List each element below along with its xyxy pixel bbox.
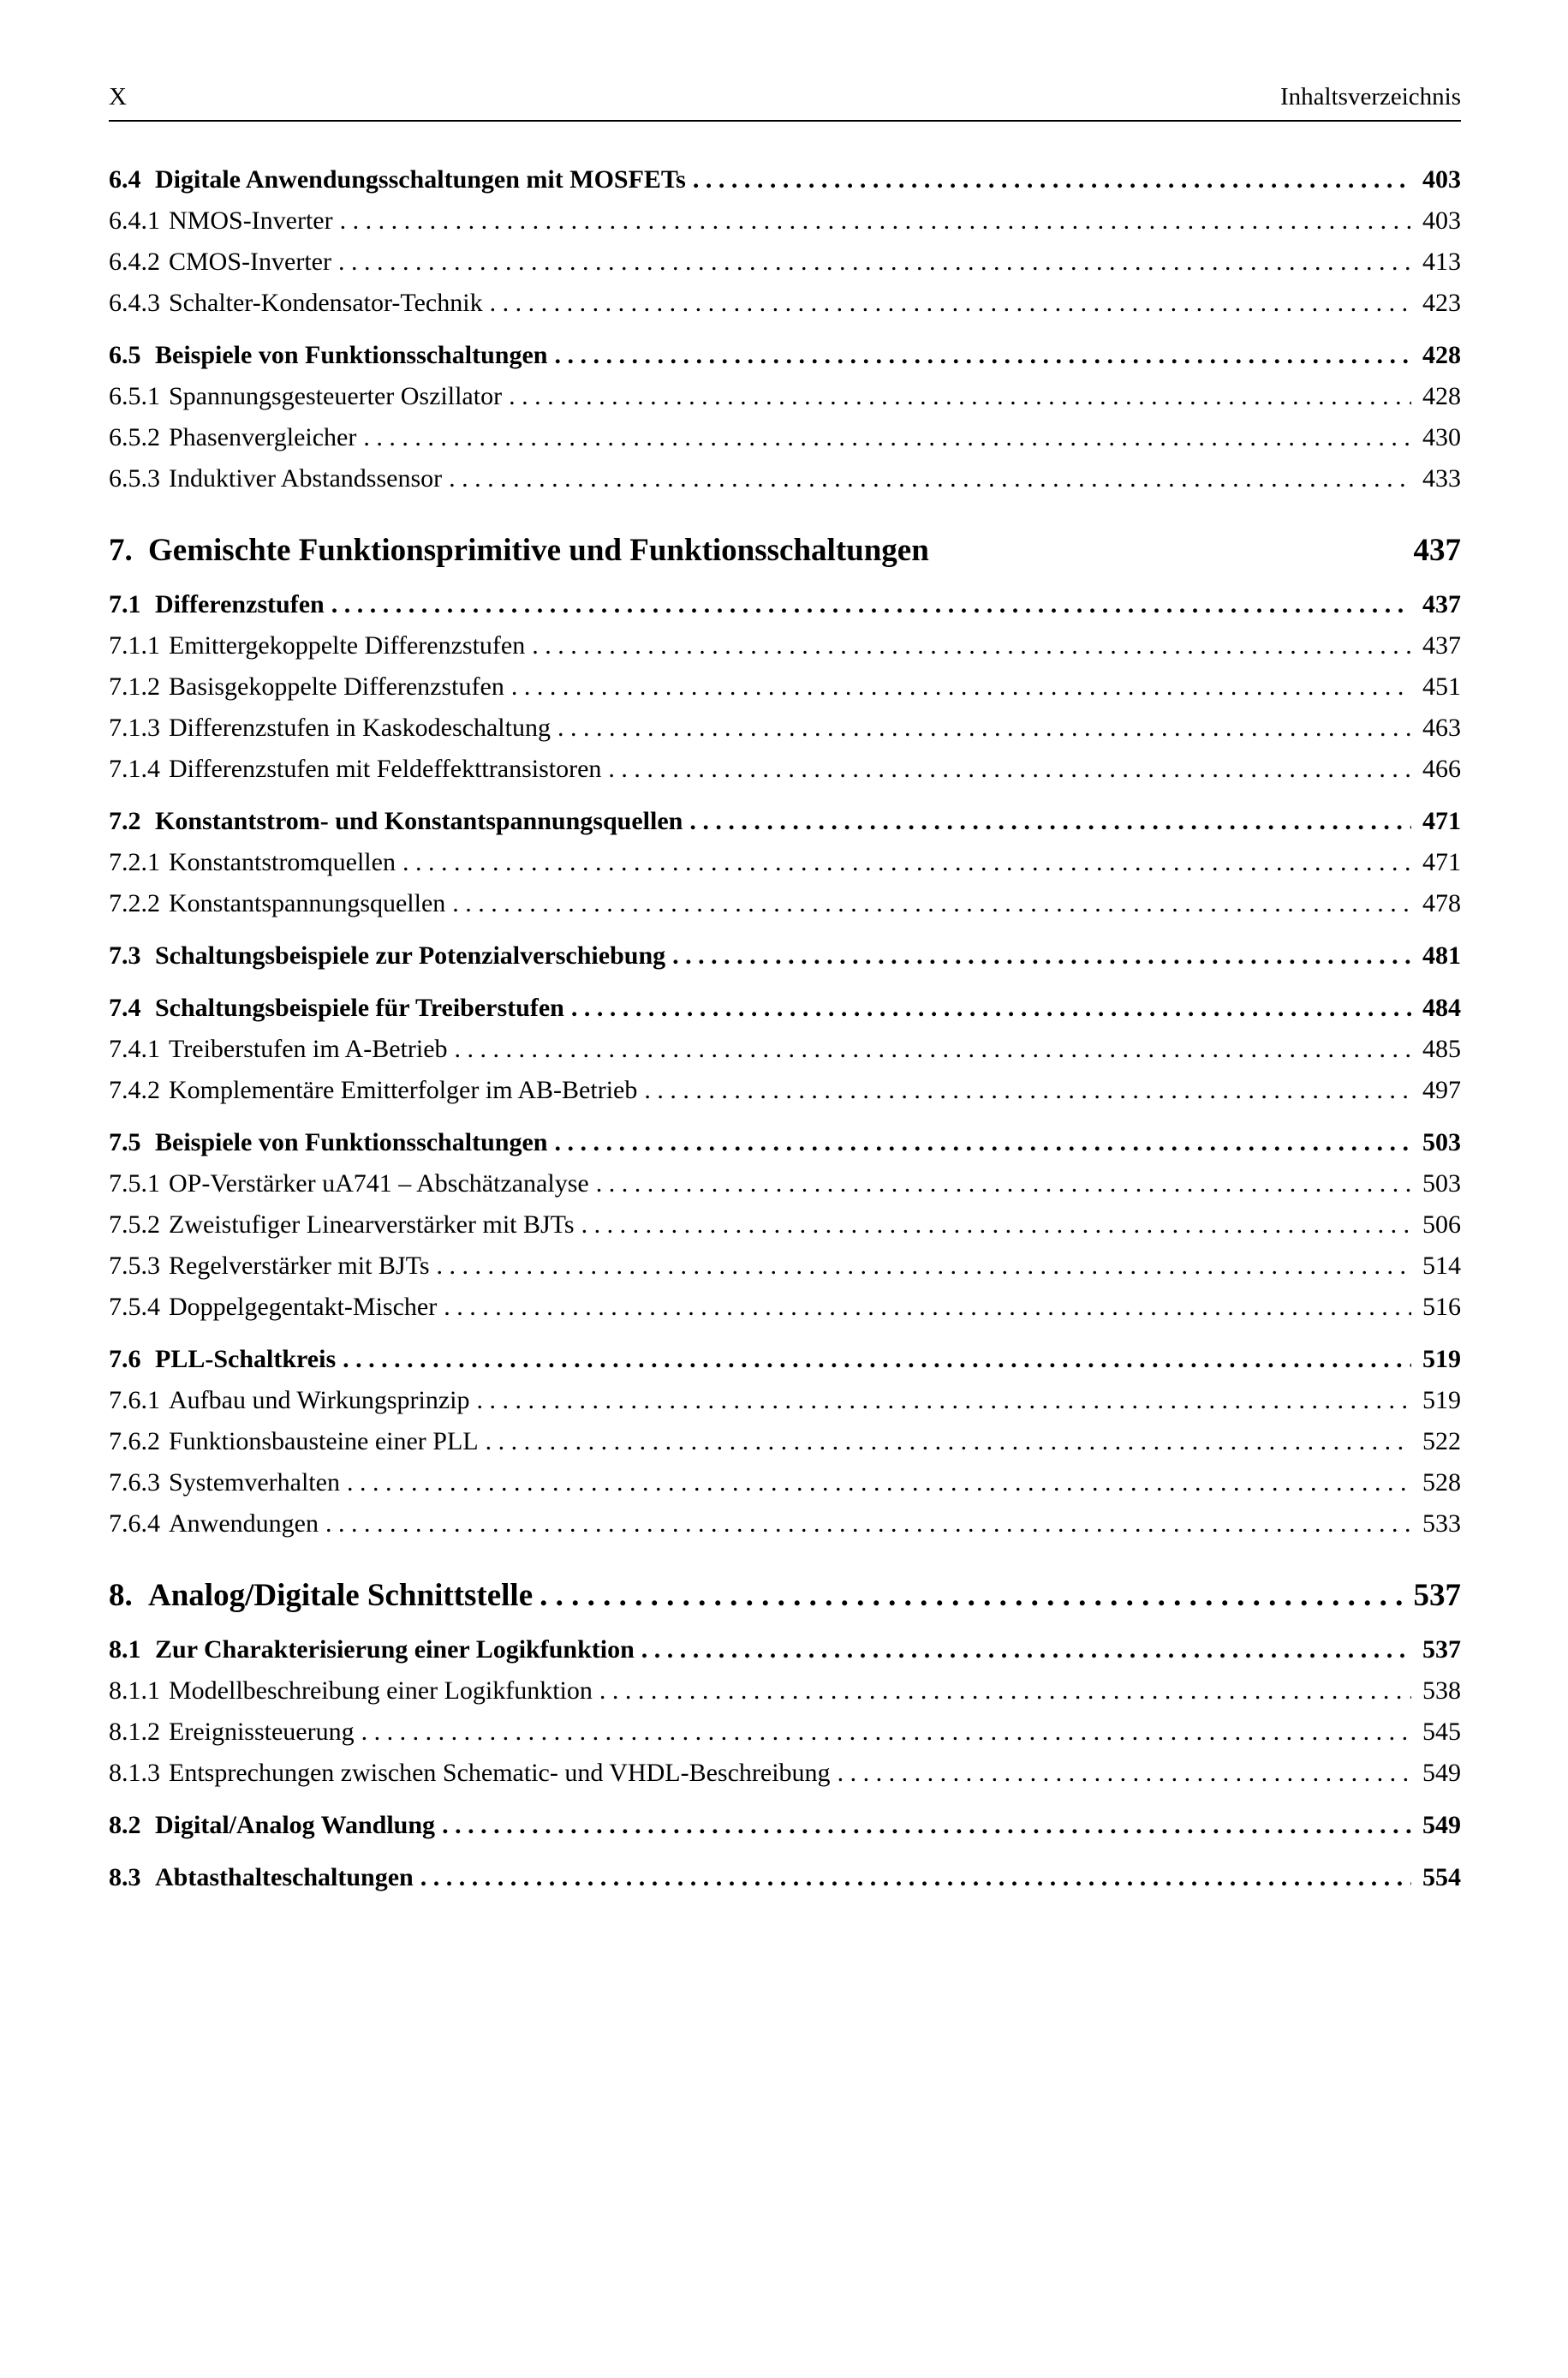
dot-leader — [551, 708, 1411, 749]
toc-entry — [109, 1670, 1461, 1712]
toc-entry-number: 7.4.2 — [109, 1076, 160, 1104]
toc-entry-number: 7.5 — [109, 1128, 141, 1156]
toc-entry-number: 8.1.2 — [109, 1718, 160, 1746]
toc-entry — [109, 625, 1461, 666]
dot-leader — [483, 283, 1411, 324]
toc-entry-title: Modellbeschreibung einer Logikfunktion — [169, 1676, 593, 1705]
toc-entry-page: 428 — [1422, 382, 1461, 410]
toc-entry-number: 7.3 — [109, 941, 141, 970]
toc-entry — [109, 1122, 1461, 1163]
toc-entry-page: 545 — [1422, 1718, 1461, 1746]
toc-entry — [109, 335, 1461, 376]
dot-leader — [442, 458, 1411, 499]
toc-entry-number: 7. — [109, 533, 133, 568]
toc-entry — [109, 666, 1461, 708]
dot-leader — [319, 1503, 1411, 1545]
toc-entry — [109, 988, 1461, 1029]
toc-entry-page: 519 — [1422, 1386, 1461, 1414]
toc-entry — [109, 935, 1461, 977]
dot-leader — [502, 376, 1411, 417]
toc-entry — [109, 1857, 1461, 1898]
toc-entry-page: 484 — [1422, 994, 1461, 1022]
toc-entry-title: Schaltungsbeispiele für Treiberstufen — [155, 994, 564, 1022]
dot-leader — [533, 1574, 1406, 1618]
toc-entry — [109, 1204, 1461, 1246]
toc-entry-title: Funktionsbausteine einer PLL — [169, 1427, 479, 1455]
toc-entry — [109, 159, 1461, 200]
dot-leader — [470, 1380, 1411, 1421]
toc-entry-page: 549 — [1422, 1811, 1461, 1839]
toc-entry-page: 428 — [1422, 341, 1461, 369]
toc-entry-page: 533 — [1422, 1509, 1461, 1538]
toc-entry-page: 423 — [1422, 289, 1461, 317]
toc-entry-page: 481 — [1422, 941, 1461, 970]
toc-entry-title: Digitale Anwendungsschaltungen mit MOSFETs — [155, 165, 686, 194]
toc-entry-title: Analog/Digitale Schnittstelle — [148, 1578, 534, 1613]
dot-leader — [448, 1029, 1411, 1070]
toc-entry-page: 516 — [1422, 1293, 1461, 1321]
toc-entry-page: 538 — [1422, 1676, 1461, 1705]
toc-entry — [109, 1287, 1461, 1328]
toc-entry-page: 437 — [1413, 533, 1461, 568]
toc-entry-number: 8.1 — [109, 1635, 141, 1664]
toc-entry-page: 528 — [1422, 1468, 1461, 1497]
toc-entry — [109, 1712, 1461, 1753]
toc-entry-number: 8.2 — [109, 1811, 141, 1839]
dot-leader — [356, 417, 1411, 458]
toc-entry-number: 7.2.2 — [109, 889, 160, 917]
toc-entry-page: 514 — [1422, 1252, 1461, 1280]
page-marker: X — [109, 83, 127, 111]
dot-leader — [435, 1805, 1411, 1846]
toc-entry-title: Differenzstufen mit Feldeffekttransistoren — [169, 755, 602, 783]
dot-leader — [547, 335, 1411, 376]
toc-entry-page: 478 — [1422, 889, 1461, 917]
toc-entry-title: Aufbau und Wirkungsprinzip — [169, 1386, 470, 1414]
toc-entry-number: 7.1.4 — [109, 755, 160, 783]
toc-entry-title: PLL-Schaltkreis — [155, 1345, 337, 1373]
toc-entry-number: 7.5.3 — [109, 1252, 160, 1280]
toc-entry-page: 485 — [1422, 1035, 1461, 1063]
toc-entry-page: 437 — [1422, 631, 1461, 660]
dot-leader — [525, 625, 1411, 666]
toc-entry — [109, 417, 1461, 458]
toc-entry — [109, 1070, 1461, 1111]
toc-entry-number: 7.6.3 — [109, 1468, 160, 1497]
toc-entry-number: 6.4 — [109, 165, 141, 194]
toc-entry-title: Basisgekoppelte Differenzstufen — [169, 672, 504, 701]
toc-entry-page: 519 — [1422, 1345, 1461, 1373]
toc-entry-title: Differenzstufen — [155, 590, 325, 618]
toc-entry-title: Anwendungen — [169, 1509, 319, 1538]
toc-entry-title: Emittergekoppelte Differenzstufen — [169, 631, 526, 660]
dot-leader — [414, 1857, 1411, 1898]
toc-entry-title: CMOS-Inverter — [169, 248, 331, 276]
toc-entry — [109, 1629, 1461, 1670]
toc-entry-number: 7.4.1 — [109, 1035, 160, 1063]
toc-entry-title: Konstantstrom- und Konstantspannungsquellen — [155, 807, 683, 835]
toc-entry-number: 6.5.3 — [109, 464, 160, 493]
dot-leader — [437, 1287, 1411, 1328]
toc-entry-page: 549 — [1422, 1759, 1461, 1787]
dot-leader — [336, 1339, 1411, 1380]
toc-entry-title: Systemverhalten — [169, 1468, 340, 1497]
dot-leader — [396, 842, 1411, 883]
dot-leader — [547, 1122, 1411, 1163]
toc-entry-title: Beispiele von Funktionsschaltungen — [155, 1128, 548, 1156]
toc-entry-page: 403 — [1422, 206, 1461, 235]
dot-leader — [340, 1462, 1411, 1503]
toc-entry-number: 6.5 — [109, 341, 141, 369]
toc-entry — [109, 1753, 1461, 1794]
toc-entry-page: 537 — [1422, 1635, 1461, 1664]
toc-entry-number: 6.4.3 — [109, 289, 160, 317]
toc-entry-page: 471 — [1422, 807, 1461, 835]
toc-entry-page: 471 — [1422, 848, 1461, 876]
toc-entry — [109, 458, 1461, 499]
toc-entry-number: 6.5.2 — [109, 423, 160, 451]
toc-entry-title: Doppelgegentakt-Mischer — [169, 1293, 438, 1321]
toc-entry-title: Zweistufiger Linearverstärker mit BJTs — [169, 1210, 575, 1239]
toc-entry-title: Beispiele von Funktionsschaltungen — [155, 341, 548, 369]
toc-entry-number: 7.4 — [109, 994, 141, 1022]
toc-entry-number: 7.1.1 — [109, 631, 160, 660]
toc-entry-page: 451 — [1422, 672, 1461, 701]
toc-entry-page: 437 — [1422, 590, 1461, 618]
toc-entry-number: 7.1.2 — [109, 672, 160, 701]
toc-entry-page: 503 — [1422, 1169, 1461, 1198]
toc-entry — [109, 1805, 1461, 1846]
toc-entry-title: Spannungsgesteuerter Oszillator — [169, 382, 503, 410]
toc-entry-title: Konstantstromquellen — [169, 848, 396, 876]
dot-leader — [333, 200, 1411, 242]
toc-entry — [109, 842, 1461, 883]
toc-entry — [109, 883, 1461, 924]
dot-leader — [686, 159, 1411, 200]
dot-leader — [665, 935, 1411, 977]
toc-entry-number: 7.1.3 — [109, 714, 160, 742]
toc-list — [109, 159, 1461, 1898]
toc-entry-page: 503 — [1422, 1128, 1461, 1156]
dot-leader — [331, 242, 1411, 283]
toc-entry-number: 7.5.1 — [109, 1169, 160, 1198]
toc-entry — [109, 376, 1461, 417]
toc-entry-title: Schalter-Kondensator-Technik — [169, 289, 483, 317]
toc-entry-title: Komplementäre Emitterfolger im AB-Betrieb — [169, 1076, 638, 1104]
toc-entry-title: Ereignissteuerung — [169, 1718, 355, 1746]
toc-entry — [109, 1339, 1461, 1380]
toc-entry-page: 522 — [1422, 1427, 1461, 1455]
dot-leader — [589, 1163, 1411, 1204]
toc-entry — [109, 1462, 1461, 1503]
toc-entry — [109, 200, 1461, 242]
dot-leader — [564, 988, 1411, 1029]
toc-entry — [109, 584, 1461, 625]
toc-entry — [109, 1574, 1461, 1618]
toc-entry-number: 6.4.1 — [109, 206, 160, 235]
toc-entry-title: Phasenvergleicher — [169, 423, 357, 451]
dot-leader — [593, 1670, 1411, 1712]
toc-entry-title: Gemischte Funktionsprimitive und Funktionsschaltungen — [148, 533, 929, 568]
toc-entry-page: 466 — [1422, 755, 1461, 783]
toc-entry-page: 537 — [1413, 1578, 1461, 1613]
toc-entry — [109, 1163, 1461, 1204]
page-header — [109, 82, 1461, 111]
toc-entry-number: 7.1 — [109, 590, 141, 618]
toc-entry-number: 7.6 — [109, 1345, 141, 1373]
toc-entry-title: Treiberstufen im A-Betrieb — [169, 1035, 448, 1063]
toc-entry-title: Digital/Analog Wandlung — [155, 1811, 436, 1839]
header-title: Inhaltsverzeichnis — [1280, 83, 1461, 111]
dot-leader — [325, 584, 1411, 625]
dot-leader — [504, 666, 1411, 708]
dot-leader — [637, 1070, 1411, 1111]
dot-leader — [683, 801, 1411, 842]
toc-entry-title: OP-Verstärker uA741 – Abschätzanalyse — [169, 1169, 589, 1198]
dot-leader — [430, 1246, 1412, 1287]
toc-entry-number: 7.5.2 — [109, 1210, 160, 1239]
toc-entry-title: Entsprechungen zwischen Schematic- und VHDL-Beschreibung — [169, 1759, 831, 1787]
toc-entry-page: 413 — [1422, 248, 1461, 276]
toc-entry-page: 430 — [1422, 423, 1461, 451]
dot-leader — [445, 883, 1411, 924]
toc-entry-page: 433 — [1422, 464, 1461, 493]
toc-entry — [109, 1421, 1461, 1462]
toc-entry — [109, 749, 1461, 790]
toc-entry-title: Induktiver Abstandssensor — [169, 464, 443, 493]
dot-leader — [355, 1712, 1411, 1753]
toc-entry-number: 7.6.2 — [109, 1427, 160, 1455]
toc-entry-page: 403 — [1422, 165, 1461, 194]
toc-entry — [109, 1246, 1461, 1287]
toc-entry-number: 8.3 — [109, 1863, 141, 1891]
toc-entry — [109, 529, 1461, 573]
toc-entry — [109, 283, 1461, 324]
toc-entry-number: 6.5.1 — [109, 382, 160, 410]
toc-entry-title: Konstantspannungsquellen — [169, 889, 446, 917]
toc-entry — [109, 1380, 1461, 1421]
dot-leader — [575, 1204, 1411, 1246]
toc-entry-title: Abtasthalteschaltungen — [155, 1863, 414, 1891]
toc-entry-page: 497 — [1422, 1076, 1461, 1104]
dot-leader — [831, 1753, 1411, 1794]
toc-entry — [109, 801, 1461, 842]
dot-leader — [635, 1629, 1411, 1670]
header-rule — [109, 120, 1461, 122]
toc-entry-title: Regelverstärker mit BJTs — [169, 1252, 430, 1280]
toc-entry — [109, 1029, 1461, 1070]
toc-entry-number: 7.6.4 — [109, 1509, 160, 1538]
dot-leader — [601, 749, 1411, 790]
toc-entry-number: 7.6.1 — [109, 1386, 160, 1414]
toc-entry-number: 8.1.1 — [109, 1676, 160, 1705]
toc-entry-title: Schaltungsbeispiele zur Potenzialverschiebung — [155, 941, 666, 970]
toc-entry-page: 463 — [1422, 714, 1461, 742]
toc-entry — [109, 1503, 1461, 1545]
toc-entry — [109, 708, 1461, 749]
toc-entry-number: 8.1.3 — [109, 1759, 160, 1787]
toc-entry-title: NMOS-Inverter — [169, 206, 333, 235]
toc-entry — [109, 242, 1461, 283]
toc-entry-number: 6.4.2 — [109, 248, 160, 276]
toc-entry-number: 7.5.4 — [109, 1293, 160, 1321]
toc-entry-title: Zur Charakterisierung einer Logikfunktion — [155, 1635, 635, 1664]
toc-entry-title: Differenzstufen in Kaskodeschaltung — [169, 714, 551, 742]
toc-entry-page: 506 — [1422, 1210, 1461, 1239]
dot-leader — [479, 1421, 1411, 1462]
toc-entry-number: 7.2.1 — [109, 848, 160, 876]
toc-entry-number: 8. — [109, 1578, 133, 1613]
toc-entry-number: 7.2 — [109, 807, 141, 835]
toc-entry-page: 554 — [1422, 1863, 1461, 1891]
